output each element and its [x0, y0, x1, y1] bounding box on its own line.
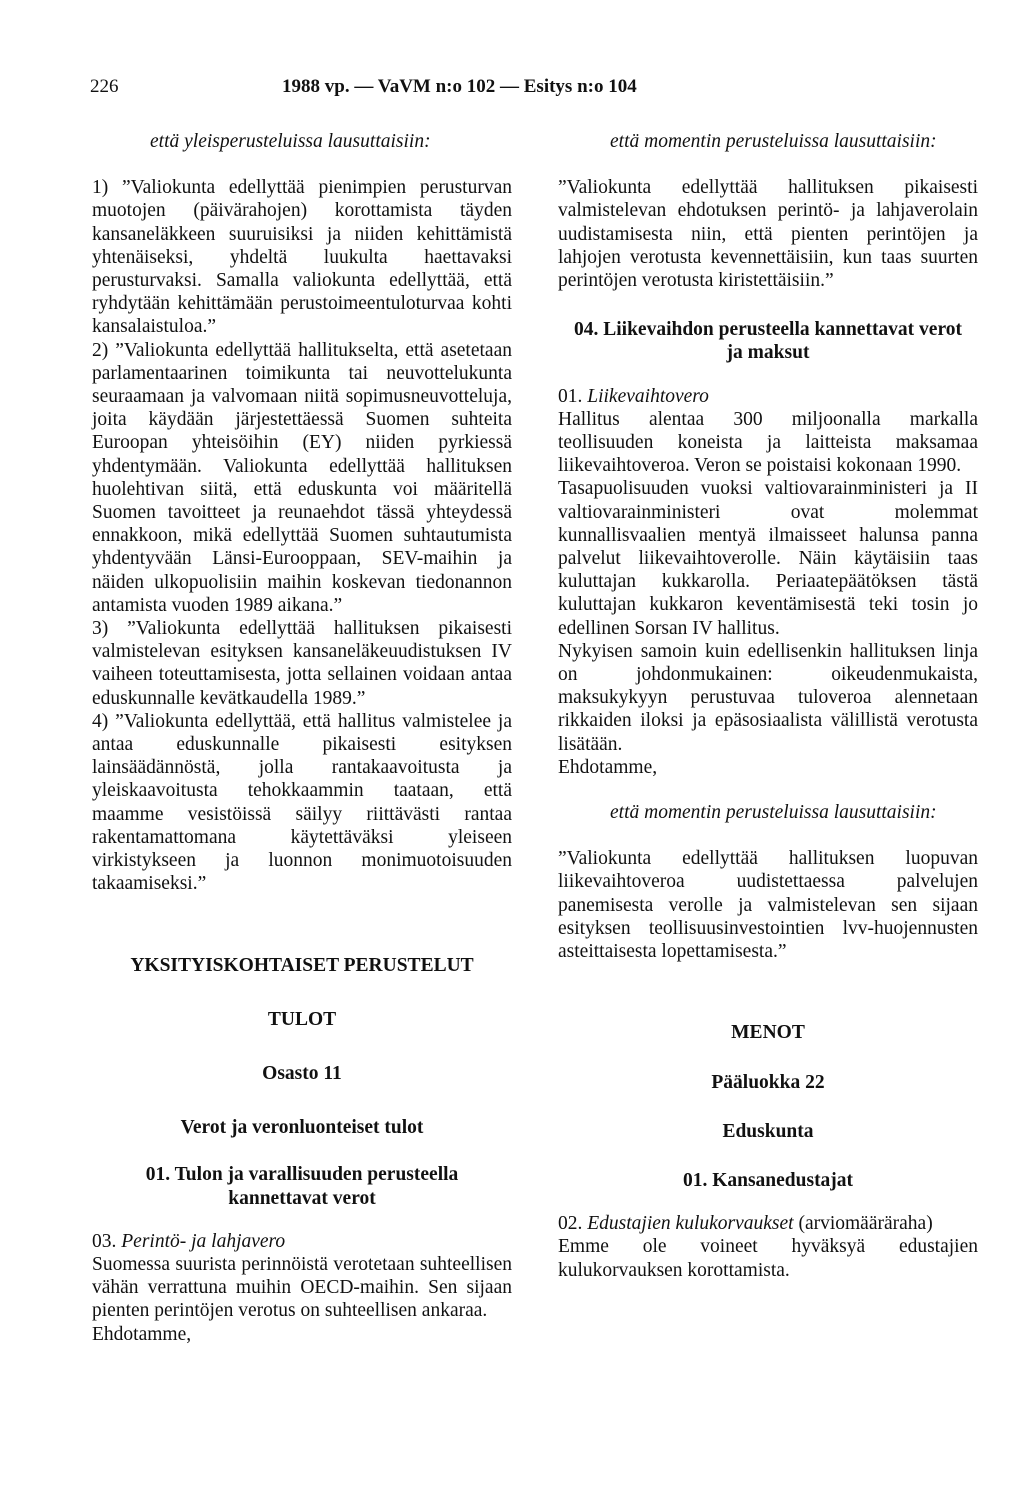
- section-heading-menot: MENOT: [731, 1022, 805, 1044]
- item-number: 02.: [558, 1213, 583, 1235]
- section-heading-eduskunta: Eduskunta: [722, 1120, 814, 1142]
- paragraph-ehdotamme: Ehdotamme,: [92, 1323, 192, 1345]
- item-title: Edustajien kulukorvaukset: [587, 1213, 794, 1235]
- intro-line-1: että momentin perusteluissa lausuttaisiin:: [610, 131, 937, 152]
- intro-line: että yleisperusteluissa lausuttaisiin:: [150, 131, 431, 152]
- section-heading-kansanedustajat: 01. Kansanedustajat: [682, 1169, 854, 1191]
- running-title: 1988 vp. — VaVM n:o 102 — Esitys n:o 104: [282, 76, 637, 97]
- proposal-2: 2) ”Valiokunta edellyttää hallitukselta, että asetetaan parlamentaarinen toimikunta tai neuvottelukunta seuraamaan ja valvomaan niitä sopimusneuvotteluja, joita käydään järjestettäessä Suomen suhteita Euroopan yhteisöihin (EY) niiden pyrkiessä yhdentymään. Valiokunta edellyttää hallituksen huolehtivan siitä, että eduskunta voi määritellä Suomen tavoitteet ja reunaehdot tässä yhteydessä ennakkoon, mikä edellyttää Suomen suhtautumista yhdentyvään Länsi-Eurooppaan, SEV-maihin ja näiden ulkopuolisiin maihin koskevan tiedonannon antamista vuoden 1989 aikana.”: [92, 339, 512, 616]
- item-line-03: [92, 1230, 512, 1253]
- section-heading-04: 04. Liikevaihdon perusteella kannettavat verot ja maksut: [573, 319, 963, 364]
- paragraph-perintovero: Suomessa suurista perinnöistä verotetaan suhteellisen vähän verrattuna muihin OECD-maihin. Sen sijaan pienten perintöjen verotus on suhteellisen ankaraa.: [92, 1253, 512, 1322]
- item-line-01: [558, 385, 978, 408]
- paragraph-kulukorvaus: Emme ole voineet hyväksyä edustajien kulukorvauksen korottamista.: [558, 1236, 978, 1281]
- paragraph-2: Tasapuolisuuden vuoksi valtiovarainministeri ja II valtiovarainministeri ovat molemmat kunnallisvaalien mentyä ilmaisseet halunsa panna palvelut liikevaihtoverolle. Näin käytäisiin taas kuluttajan kukkarolla. Periaatepäätöksen tästä kuluttajan kukkaron keventämisestä teki tosin jo edellinen Sorsan IV hallitus.: [558, 478, 978, 639]
- quote-2: ”Valiokunta edellyttää hallituksen luopuvan liikevaihtoveroa uudistettaessa palvelujen panemisesta verolle ja valmistelevan sen sijaan esityksen teollisuusinvestointien lvv-huojennusten asteittaisesta lopettamisesta.”: [558, 848, 978, 963]
- item-number: 01.: [558, 385, 583, 407]
- section-heading-osasto: Osasto 11: [262, 1062, 342, 1084]
- item-title: Liikevaihtovero: [587, 385, 709, 407]
- paragraph-1: Hallitus alentaa 300 miljoonalla markalla teollisuuden koneista ja laitteista maksamaa liikevaihtoveroa. Veron se poistaisi kokonaan 1990.: [558, 408, 978, 477]
- left-column: [92, 130, 512, 1346]
- section-heading-verot: Verot ja veronluonteiset tulot: [180, 1117, 424, 1139]
- item-line-02: [558, 1212, 978, 1235]
- proposal-1: 1) ”Valiokunta edellyttää pienimpien perusturvan muotojen (päivärahojen) korottamista täyden kansaneläkkeen suuruisiksi ja niiden kehittämistä yhtenäiseksi, yhdeltä luukulta haettavaksi perusturvaksi. Samalla valiokunta edellyttää, että ryhdytään kehittämään perustoimeentuloturvaa kohti kansalaistuloa.”: [92, 177, 512, 338]
- proposal-4: 4) ”Valiokunta edellyttää, että hallitus valmistelee ja antaa eduskunnalle pikaisesti esityksen lainsäädännöstä, jolla rantakaavoitusta ja yleiskaavoitusta tehokkaammin taataan, että maamme vesistöissä säilyy riittävästi rantaa rakentamattomana käytettäväksi yleiseen virkistykseen ja luonnon monimuotoisuuden takaamiseksi.”: [92, 710, 512, 895]
- section-heading-01: 01. Tulon ja varallisuuden perusteella kannettavat verot: [145, 1164, 459, 1209]
- section-heading-tulot: TULOT: [267, 1008, 337, 1030]
- quote-1: ”Valiokunta edellyttää hallituksen pikaisesti valmistelevan ehdotuksen perintö- ja lahjaverolain uudistamisesta niin, että pienten perintöjen ja lahjojen verotusta kevennettäisiin, kun taas suurten perintöjen verotusta kiristettäisiin.”: [558, 177, 978, 292]
- item-number: 03.: [92, 1230, 117, 1252]
- proposal-3: 3) ”Valiokunta edellyttää hallituksen pikaisesti valmistelevan esityksen kansaneläkeuudistuksen IV vaiheen toteuttamisesta, jotta sellainen voidaan antaa eduskunnalle kevätkaudella 1989.”: [92, 618, 512, 709]
- item-note: (arviomääräraha): [798, 1213, 933, 1235]
- paragraph-3: Nykyisen samoin kuin edellisenkin hallituksen linja on johdonmukainen: oikeudenmukaista, maksukykyyn perustuvaa tuloveroa alennetaan rikkaiden iloksi ja epäsosiaalista välillistä verotusta lisätään.: [558, 640, 978, 755]
- section-heading-main: YKSITYISKOHTAISET PERUSTELUT: [130, 954, 474, 976]
- section-heading-paaluokka: Pääluokka 22: [711, 1071, 825, 1093]
- item-title: Perintö- ja lahjavero: [121, 1230, 286, 1252]
- intro-line-2: että momentin perusteluissa lausuttaisiin:: [610, 802, 937, 824]
- paragraph-ehdotamme: Ehdotamme,: [558, 756, 658, 778]
- right-column: [558, 130, 978, 1282]
- page-number: 226: [90, 76, 119, 97]
